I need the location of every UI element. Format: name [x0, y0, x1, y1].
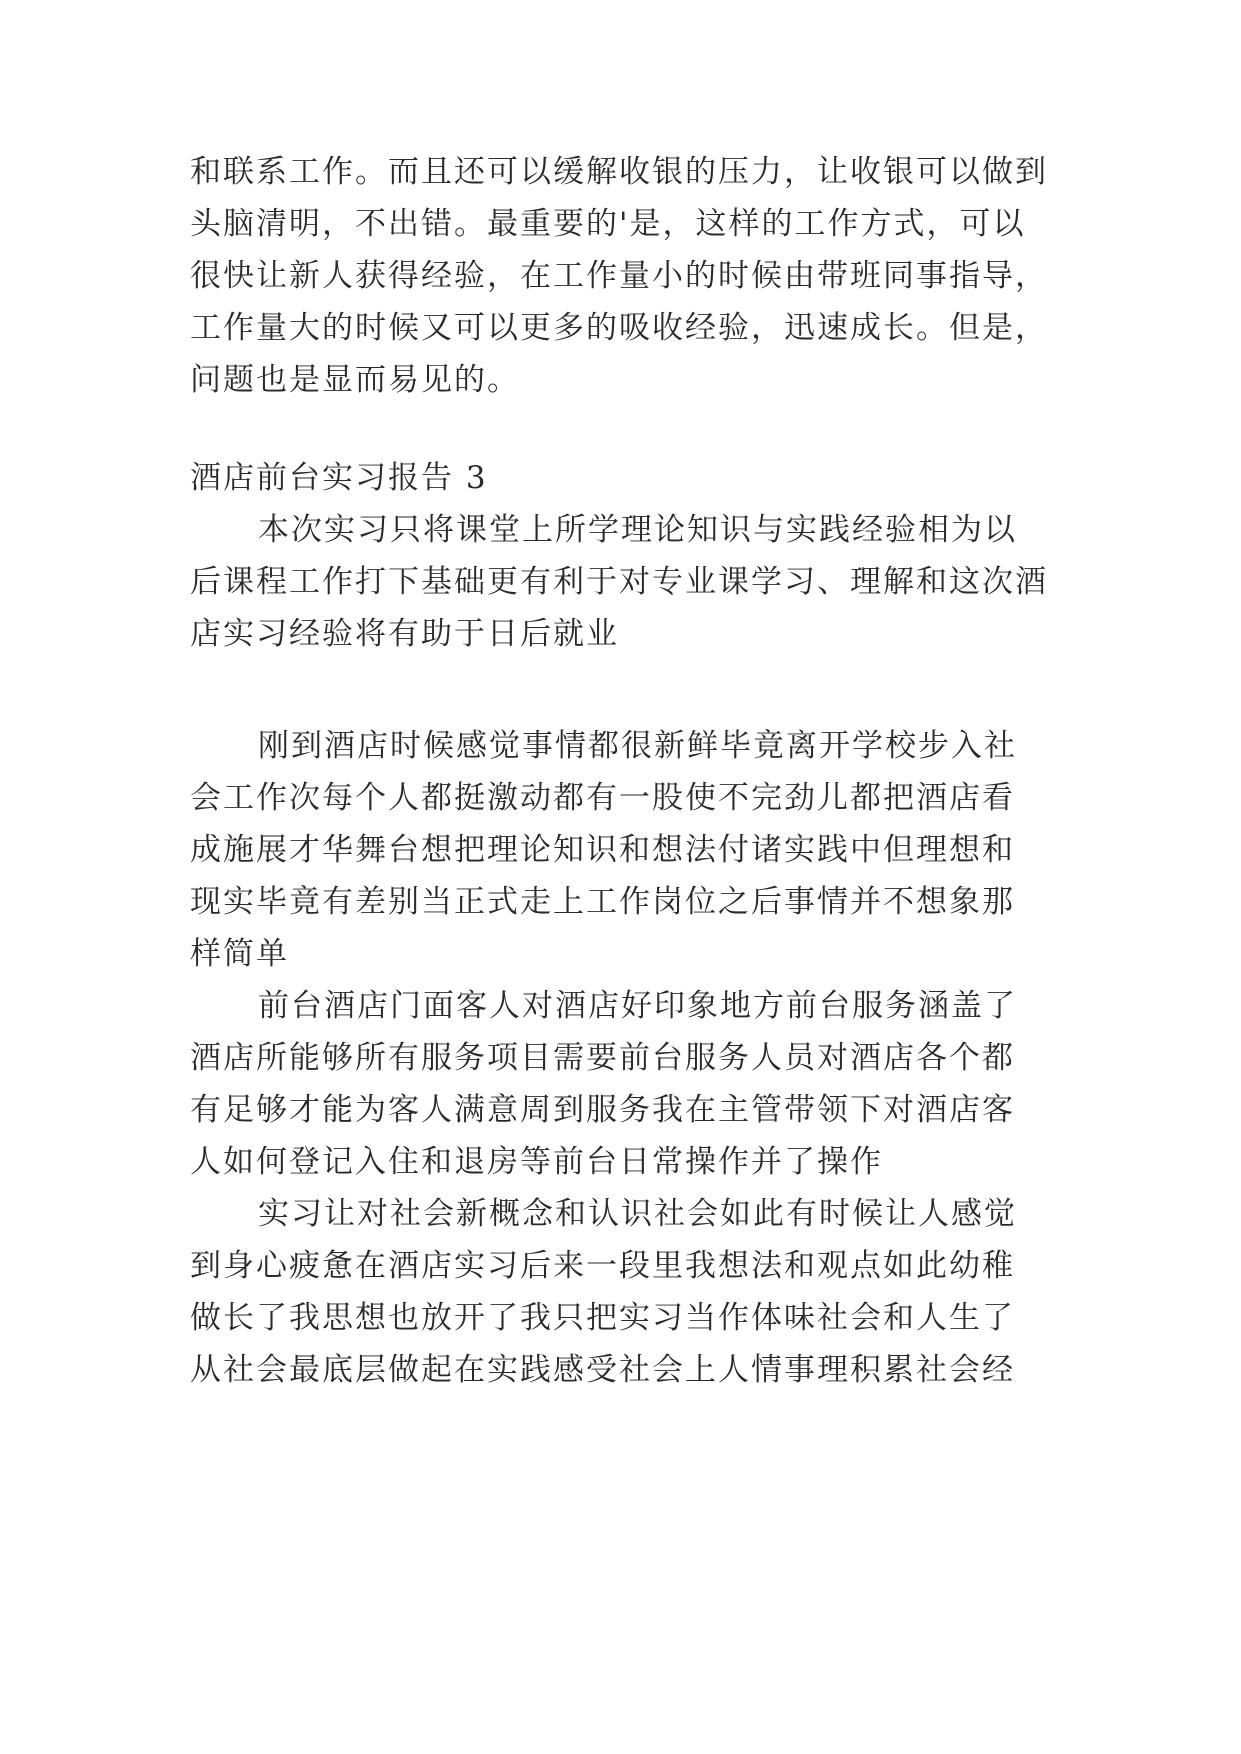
text-line: 现实毕竟有差别当正式走上工作岗位之后事情并不想象那: [190, 884, 1015, 920]
text-line: 本次实习只将课堂上所学理论知识与实践经验相为以: [258, 512, 1017, 548]
text-line: 很快让新人获得经验，在工作量小的时候由带班同事指导，: [190, 258, 1048, 294]
text-line: 和联系工作。而且还可以缓解收银的压力，让收银可以做到: [190, 154, 1048, 190]
text-line: 样简单: [190, 936, 289, 972]
text-line: 做长了我思想也放开了我只把实习当作体味社会和人生了: [190, 1300, 1015, 1336]
text-line: 前台酒店门面客人对酒店好印象地方前台服务涵盖了: [258, 988, 1017, 1024]
text-line: 刚到酒店时候感觉事情都很新鲜毕竟离开学校步入社: [258, 728, 1017, 764]
text-line: 成施展才华舞台想把理论知识和想法付诸实践中但理想和: [190, 832, 1015, 868]
text-line: 到身心疲惫在酒店实习后来一段里我想法和观点如此幼稚: [190, 1248, 1015, 1284]
text-line: 店实习经验将有助于日后就业: [190, 616, 619, 652]
text-line: 从社会最底层做起在实践感受社会上人情事理积累社会经: [190, 1352, 1015, 1388]
text-line: 工作量大的时候又可以更多的吸收经验，迅速成长。但是，: [190, 310, 1048, 346]
section-heading: 酒店前台实习报告 3: [190, 460, 488, 496]
text-line: 后课程工作打下基础更有利于对专业课学习、理解和这次酒: [190, 564, 1048, 600]
text-line: 问题也是显而易见的。: [190, 362, 520, 398]
text-line: 有足够才能为客人满意周到服务我在主管带领下对酒店客: [190, 1092, 1015, 1128]
text-line: 人如何登记入住和退房等前台日常操作并了操作: [190, 1144, 883, 1180]
text-line: 头脑清明，不出错。最重要的'是，这样的工作方式，可以: [190, 206, 1026, 242]
text-line: 实习让对社会新概念和认识社会如此有时候让人感觉: [258, 1196, 1017, 1232]
text-line: 酒店所能够所有服务项目需要前台服务人员对酒店各个都: [190, 1040, 1015, 1076]
text-line: 会工作次每个人都挺激动都有一股使不完劲儿都把酒店看: [190, 780, 1015, 816]
